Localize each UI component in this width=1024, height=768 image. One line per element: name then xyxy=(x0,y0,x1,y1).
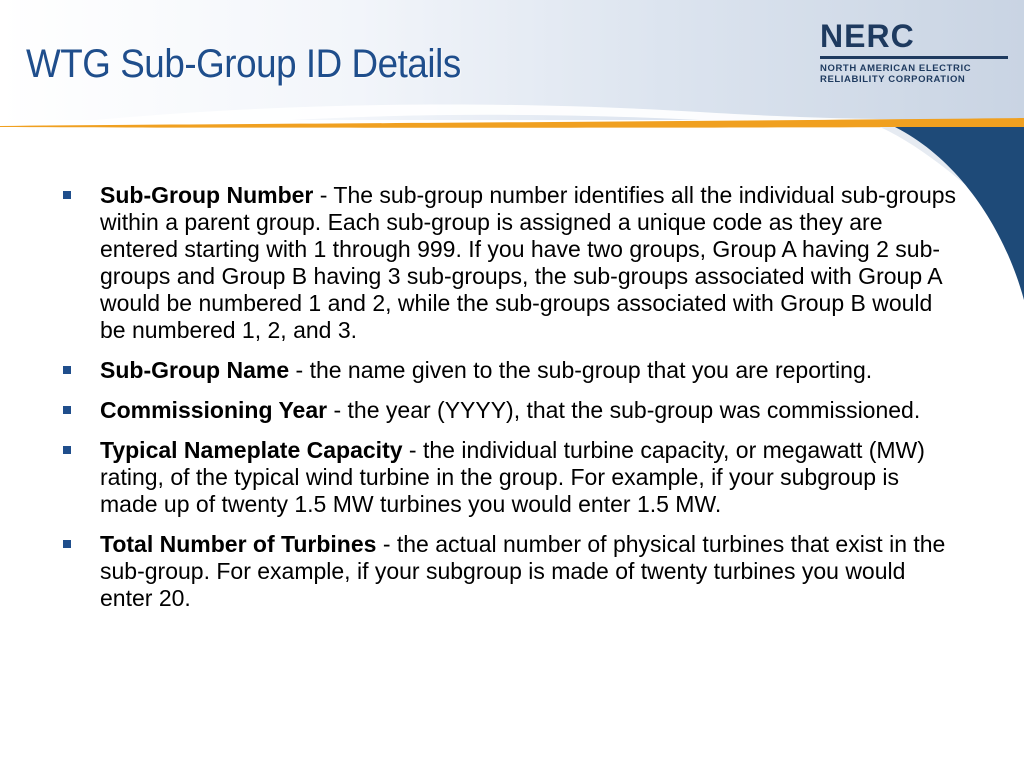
square-bullet-icon xyxy=(63,540,71,548)
bullet-text: - the name given to the sub-group that you are reporting. xyxy=(289,357,873,383)
bullet-term: Total Number of Turbines xyxy=(100,531,377,557)
logo-subtitle-line2: RELIABILITY CORPORATION xyxy=(820,74,966,85)
bullet-list xyxy=(60,182,960,625)
bullet-item xyxy=(60,357,960,384)
bullet-term: Sub-Group Name xyxy=(100,357,290,383)
square-bullet-icon xyxy=(63,446,71,454)
logo-subtitle-line1: NORTH AMERICAN ELECTRIC xyxy=(820,63,972,74)
bullet-item xyxy=(60,182,960,344)
bullet-text: - The sub-group number identifies all the individual sub-groups within a parent group. Each sub-group is assigned a unique code as they are entered starting with 1 through 999. If you have two groups, Group A having 2 sub-groups and Group B having 3 sub-groups, the sub-groups associated with Group A would be numbered 1 and 2, while the sub-groups associated with Group B would be numbered 1, 2, and 3. xyxy=(100,182,957,343)
bullet-term: Typical Nameplate Capacity xyxy=(100,437,403,463)
square-bullet-icon xyxy=(63,366,71,374)
logo-rule xyxy=(820,56,1008,59)
bullet-item xyxy=(60,437,960,518)
square-bullet-icon xyxy=(63,191,71,199)
slide-title: WTG Sub-Group ID Details xyxy=(26,42,461,86)
bullet-text: - the actual number of physical turbines that exist in the sub-group. For example, if your subgroup is made of twenty turbines you would enter 20. xyxy=(100,531,946,611)
logo-wordmark: NERC xyxy=(820,18,915,54)
bullet-text: - the year (YYYY), that the sub-group was commissioned. xyxy=(327,397,921,423)
bullet-text: - the individual turbine capacity, or megawatt (MW) rating, of the typical wind turbine in the group. For example, if your subgroup is made up of twenty 1.5 MW turbines you would enter 1.5 MW. xyxy=(100,437,925,517)
bullet-item xyxy=(60,397,960,424)
bullet-term: Sub-Group Number xyxy=(100,182,314,208)
square-bullet-icon xyxy=(63,406,71,414)
bullet-item xyxy=(60,531,960,612)
bullet-term: Commissioning Year xyxy=(100,397,328,423)
nerc-logo xyxy=(820,20,1010,85)
